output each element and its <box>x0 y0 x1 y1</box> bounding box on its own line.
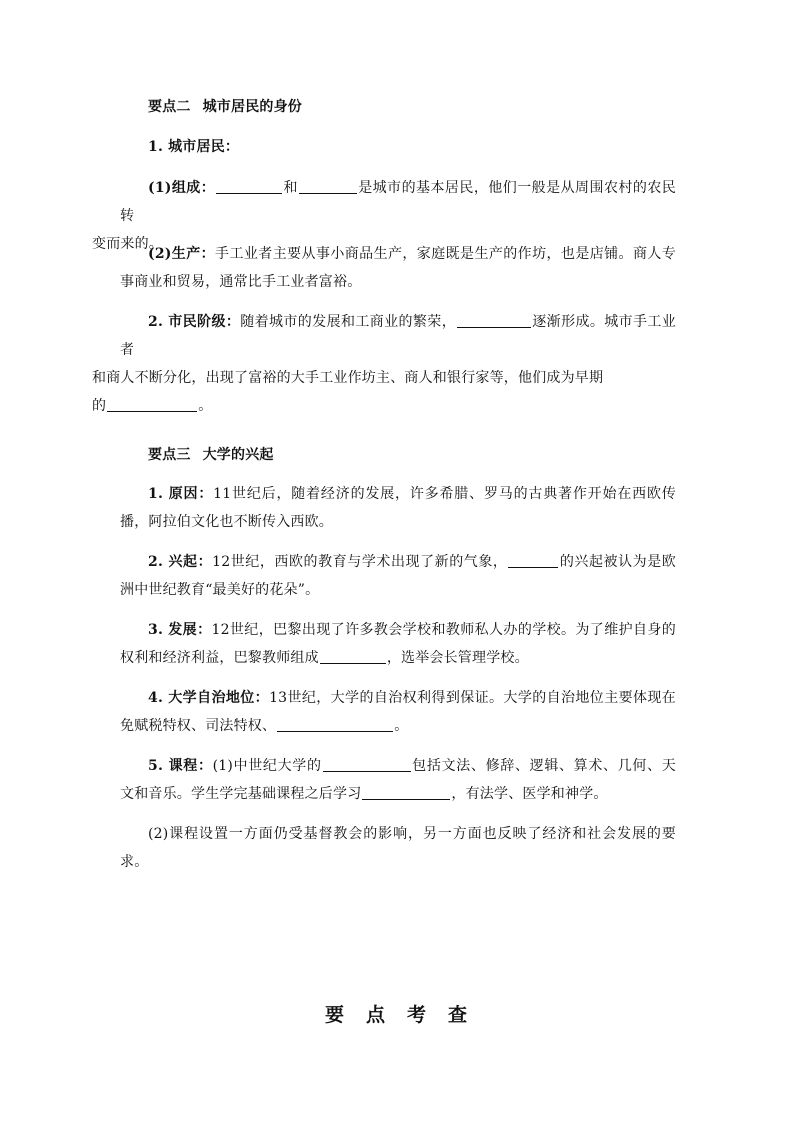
item-text: 11世纪后，随着经济的发展，许多希腊、罗马的古典著作开始在西欧传播，阿拉伯文化也不断传入西欧。 <box>120 486 676 530</box>
section-2-item-1 <box>120 133 676 161</box>
item-heading: 1. 城市居民： <box>148 139 240 155</box>
section-2-heading <box>148 96 302 116</box>
item-label: 2. 市民阶级： <box>148 314 241 330</box>
fill-blank[interactable] <box>362 785 450 800</box>
item-label: (1)组成： <box>148 180 216 196</box>
section-3-item-5b <box>120 820 676 876</box>
key-points-review-heading: 要 点 考 查 <box>324 1004 470 1026</box>
item-text: 手工业者主要从事小商品生产，家庭既是生产的作坊，也是店铺。商人专事商业和贸易，通常比手工业者富裕。 <box>120 246 676 290</box>
item-label: (2)生产： <box>148 246 216 262</box>
section-3-item-4: 4. 大学自治地位：13世纪，大学的自治权利得到保证。大学的自治地位主要体现在免赋税特权、司法特权、 。 <box>120 690 676 734</box>
section-2-item-1a: (1)组成： 和 是城市的基本居民，他们一般是从周围农村的农民转 变而来的。 <box>92 180 676 252</box>
section-2-label: 要点二 <box>148 99 191 115</box>
section-3-item-1 <box>120 480 676 536</box>
fill-blank[interactable] <box>457 313 531 328</box>
section-3-title: 大学的兴起 <box>202 447 274 463</box>
item-label: 2. 兴起： <box>148 554 213 570</box>
section-2-item-1b <box>120 240 676 296</box>
fill-blank[interactable] <box>508 553 558 568</box>
section-3-heading <box>148 444 274 464</box>
section-2-title: 城市居民的身份 <box>202 99 303 115</box>
section-3-item-3: 3. 发展：12世纪，巴黎出现了许多教会学校和教师私人办的学校。为了维护自身的权利和经济利益，巴黎教师组成 ，选举会长管理学校。 <box>120 622 676 666</box>
fill-blank[interactable] <box>299 179 357 194</box>
section-3-item-2: 2. 兴起：12世纪，西欧的教育与学术出现了新的气象， 的兴起被认为是欧洲中世纪教育“最美好的花朵”。 <box>120 554 676 598</box>
section-3-item-5: 5. 课程：(1)中世纪大学的 包括文法、修辞、逻辑、算术、几何、天文和音乐。学生学完基础课程之后学习 ，有法学、医学和神学。 <box>120 758 676 802</box>
item-label: 4. 大学自治地位： <box>148 690 270 706</box>
item-label: 5. 课程： <box>148 758 213 774</box>
item-label: 1. 原因： <box>148 486 214 502</box>
item-label: 3. 发展： <box>148 622 212 638</box>
fill-blank[interactable] <box>323 757 411 772</box>
item-text: (2)课程设置一方面仍受基督教会的影响，另一方面也反映了经济和社会发展的要求。 <box>120 826 676 870</box>
fill-blank[interactable] <box>277 717 393 732</box>
fill-blank[interactable] <box>320 649 386 664</box>
section-2-item-2: 2. 市民阶级：随着城市的发展和工商业的繁荣， 逐渐形成。城市手工业者 和商人不断分化，出现了富裕的大手工业作坊主、商人和银行家等，他们成为早期 的 。 <box>92 314 676 414</box>
fill-blank[interactable] <box>216 179 282 194</box>
section-3-label: 要点三 <box>148 447 191 463</box>
fill-blank[interactable] <box>107 397 197 412</box>
